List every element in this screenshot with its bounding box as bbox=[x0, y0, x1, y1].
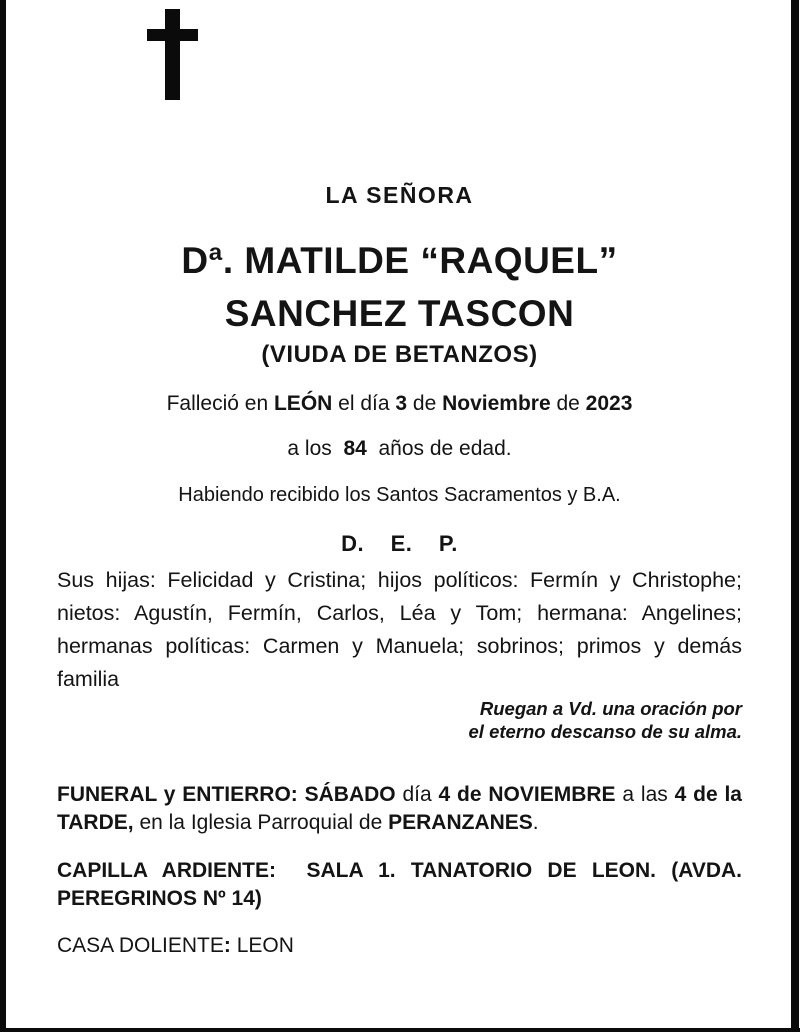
funeral-place: PERANZANES bbox=[388, 811, 533, 834]
death-pre-city: Falleció en bbox=[166, 392, 274, 415]
age-pre: a los bbox=[287, 437, 344, 460]
funeral-date: 4 de NOVIEMBRE bbox=[438, 783, 616, 806]
funeral-time: 4 de la TARDE, bbox=[57, 783, 742, 834]
honorific-title: LA SEÑORA bbox=[325, 182, 474, 208]
frame-bottom-border bbox=[0, 1028, 800, 1032]
dep-abbreviation: D. E. P. bbox=[341, 531, 458, 556]
home-colon: : bbox=[223, 934, 231, 957]
prayer-line-2: el eterno descanso de su alma. bbox=[468, 721, 742, 742]
age-line bbox=[57, 437, 742, 461]
chapel-label: CAPILLA ARDIENTE: bbox=[57, 859, 277, 882]
prayer-request bbox=[57, 697, 742, 743]
death-year: 2023 bbox=[585, 392, 633, 415]
prayer-line-1: Ruegan a Vd. una oración por bbox=[479, 698, 742, 719]
funeral-text-1: día bbox=[395, 783, 439, 806]
funeral-title: FUNERAL y ENTIERRO: SÁBADO bbox=[57, 783, 396, 806]
cross-stem bbox=[165, 9, 180, 100]
deceased-widow-of: (VIUDA DE BETANZOS) bbox=[261, 341, 538, 368]
funeral-text-3: en la Iglesia Parroquial de bbox=[133, 811, 389, 834]
mourning-home-line bbox=[57, 934, 742, 958]
death-day: 3 bbox=[395, 392, 408, 415]
home-label: CASA DOLIENTE bbox=[57, 934, 224, 957]
death-pre-month: de bbox=[407, 392, 443, 415]
funeral-text-4: . bbox=[532, 811, 539, 834]
death-month: Noviembre bbox=[442, 392, 551, 415]
frame-left-border bbox=[0, 0, 6, 1028]
mourning-cross-icon bbox=[147, 9, 198, 100]
age-post: años de edad. bbox=[366, 437, 512, 460]
age-value: 84 bbox=[343, 437, 367, 460]
frame-right-border bbox=[791, 0, 799, 1028]
funeral-text-2: a las bbox=[615, 783, 675, 806]
chapel-paragraph bbox=[57, 857, 742, 913]
sacraments-line: Habiendo recibido los Santos Sacramentos y B.A. bbox=[178, 484, 621, 506]
death-pre-year: de bbox=[550, 392, 586, 415]
deceased-name-line-2: SANCHEZ TASCON bbox=[224, 293, 575, 334]
chapel-value: SALA 1. TANATORIO DE LEON. (AVDA. PEREGRINOS Nº 14) bbox=[57, 859, 742, 910]
death-line bbox=[57, 392, 742, 416]
deceased-name-line-1: Dª. MATILDE “RAQUEL” bbox=[181, 240, 618, 281]
family-paragraph: Sus hijas: Felicidad y Cristina; hijos políticos: Fermín y Christophe; nietos: Agustín, Fermín, Carlos, Léa y Tom; hermana: Angelines; hermanas políticas: Carmen y Manuela; sobrinos; primos y demás familia bbox=[57, 568, 742, 691]
home-value: LEON bbox=[230, 934, 294, 957]
deceased-name bbox=[57, 234, 742, 340]
cross-arm bbox=[147, 29, 198, 41]
death-city: LEÓN bbox=[273, 392, 333, 415]
death-pre-day: el día bbox=[332, 392, 396, 415]
funeral-paragraph bbox=[57, 781, 742, 837]
